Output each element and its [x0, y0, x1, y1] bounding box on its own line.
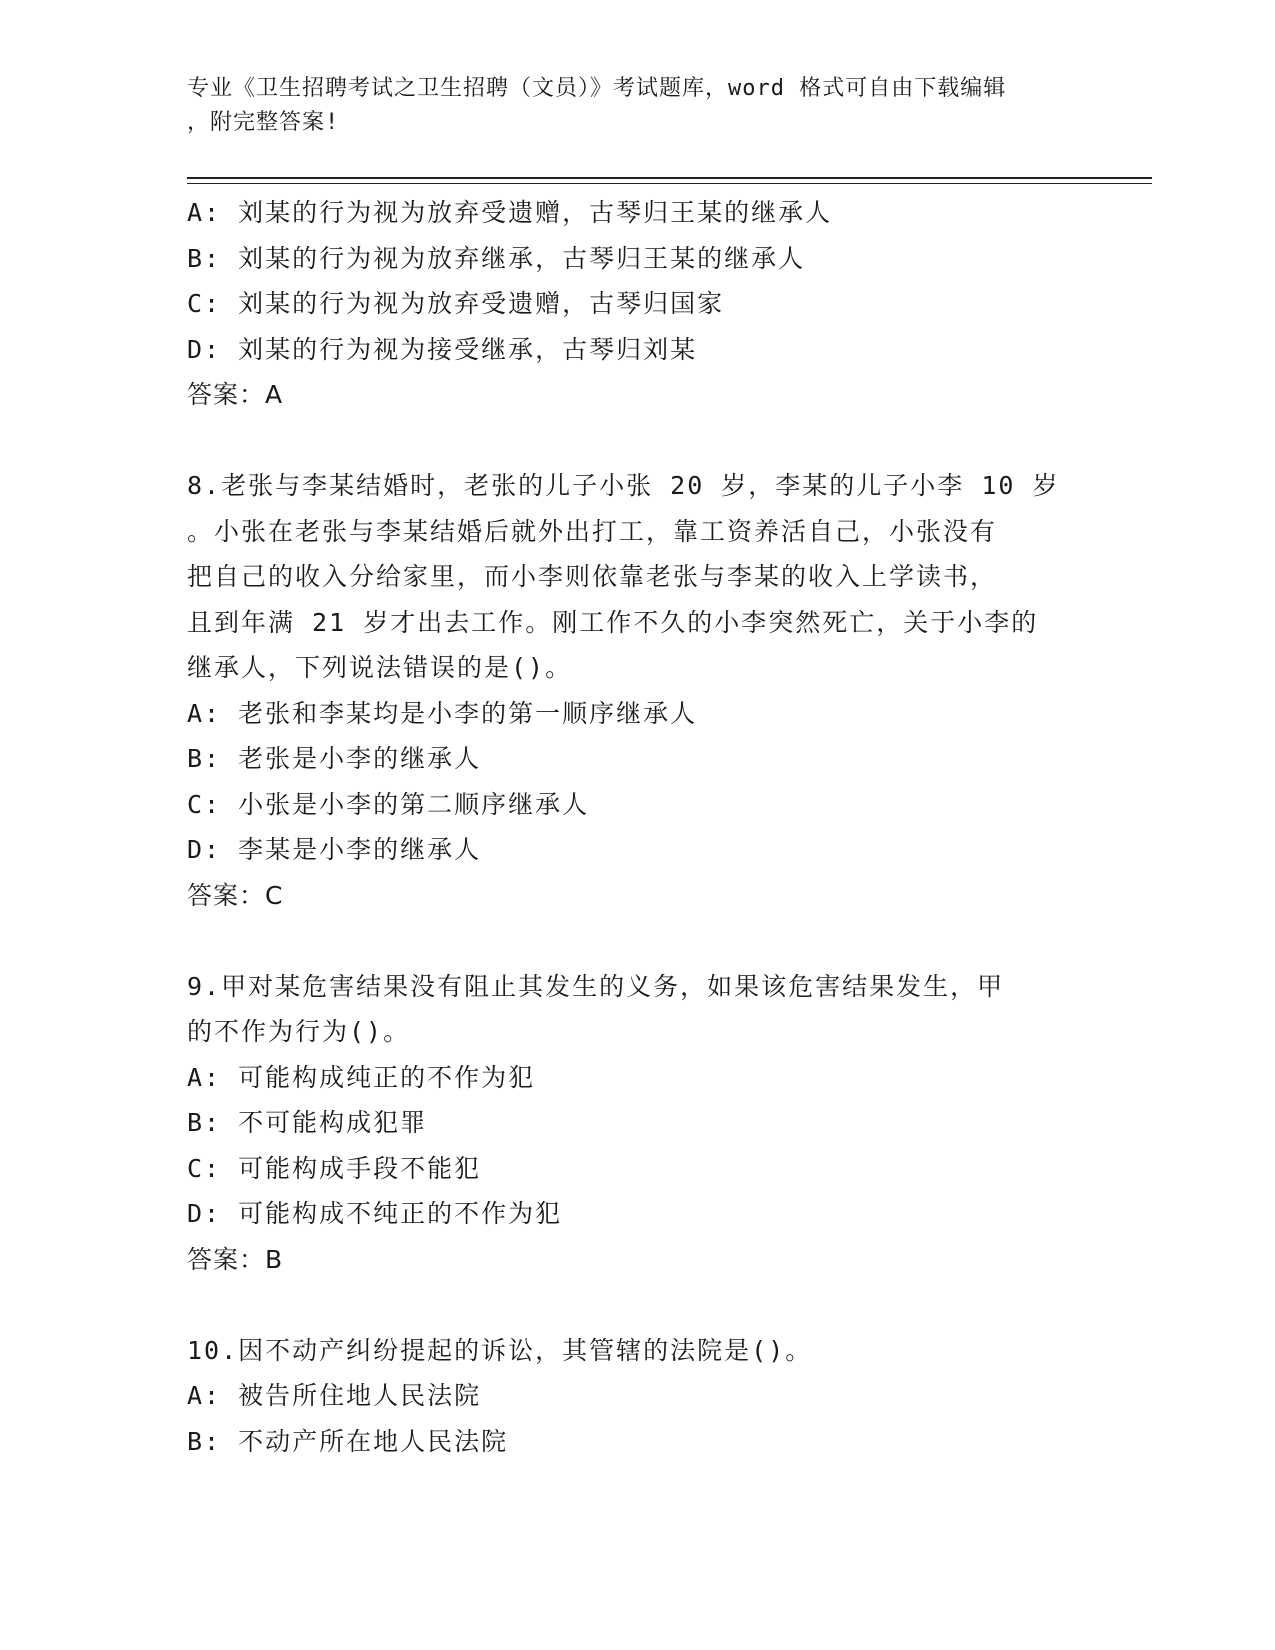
question-8 [187, 463, 1087, 918]
answer: 答案：B [187, 1244, 284, 1274]
spacer [187, 918, 1087, 964]
option-d: D: 刘某的行为视为接受继承，古琴归刘某 [187, 334, 698, 364]
option-b: B: 刘某的行为视为放弃继承，古琴归王某的继承人 [187, 243, 806, 273]
option-c: C: 刘某的行为视为放弃受遗赠，古琴归国家 [187, 289, 725, 318]
option-a: A: 被告所住地人民法院 [187, 1381, 482, 1410]
option-b: B: 不动产所在地人民法院 [187, 1426, 509, 1456]
question-stem-line: 。小张在老张与李某结婚后就外出打工，靠工资养活自己，小张没有 [187, 516, 998, 546]
spacer [187, 1282, 1087, 1328]
question-stem-line: 10.因不动产纠纷提起的诉讼，其管辖的法院是()。 [187, 1335, 813, 1365]
option-a: A: 可能构成纯正的不作为犯 [187, 1062, 536, 1092]
answer: 答案：A [187, 380, 284, 409]
question-stem-line: 的不作为行为()。 [187, 1017, 411, 1046]
question-10 [187, 1328, 1087, 1465]
option-a: A: 老张和李某均是小李的第一顺序继承人 [187, 698, 698, 728]
option-d: D: 可能构成不纯正的不作为犯 [187, 1199, 563, 1228]
option-c: C: 可能构成手段不能犯 [187, 1153, 482, 1183]
option-c: C: 小张是小李的第二顺序继承人 [187, 789, 590, 819]
question-7 [187, 190, 1087, 418]
question-stem-line: 把自己的收入分给家里，而小李则依靠老张与李某的收入上学读书， [187, 562, 998, 591]
spacer [187, 418, 1087, 464]
question-stem-line: 9.甲对某危害结果没有阻止其发生的义务，如果该危害结果发生，甲 [187, 971, 1005, 1001]
header-divider-thick [187, 177, 1152, 179]
option-b: B: 不可能构成犯罪 [187, 1108, 428, 1137]
header-line-2: ，附完整答案! [187, 110, 340, 135]
header-line-1: 专业《卫生招聘考试之卫生招聘（文员）》考试题库，word 格式可自由下载编辑 [187, 76, 1007, 101]
option-b: B: 老张是小李的继承人 [187, 744, 482, 773]
option-d: D: 李某是小李的继承人 [187, 835, 482, 864]
question-stem-line: 继承人，下列说法错误的是()。 [187, 653, 573, 682]
option-a: A: 刘某的行为视为放弃受遗赠，古琴归王某的继承人 [187, 198, 833, 227]
question-stem-line: 8.老张与李某结婚时，老张的儿子小张 20 岁，李某的儿子小李 10 岁 [187, 471, 1060, 500]
document-header [187, 72, 1067, 140]
question-stem-line: 且到年满 21 岁才出去工作。刚工作不久的小李突然死亡，关于小李的 [187, 607, 1039, 637]
header-divider-thin [187, 183, 1152, 184]
question-list [187, 190, 1087, 1464]
question-9 [187, 964, 1087, 1283]
answer: 答案：C [187, 880, 284, 910]
